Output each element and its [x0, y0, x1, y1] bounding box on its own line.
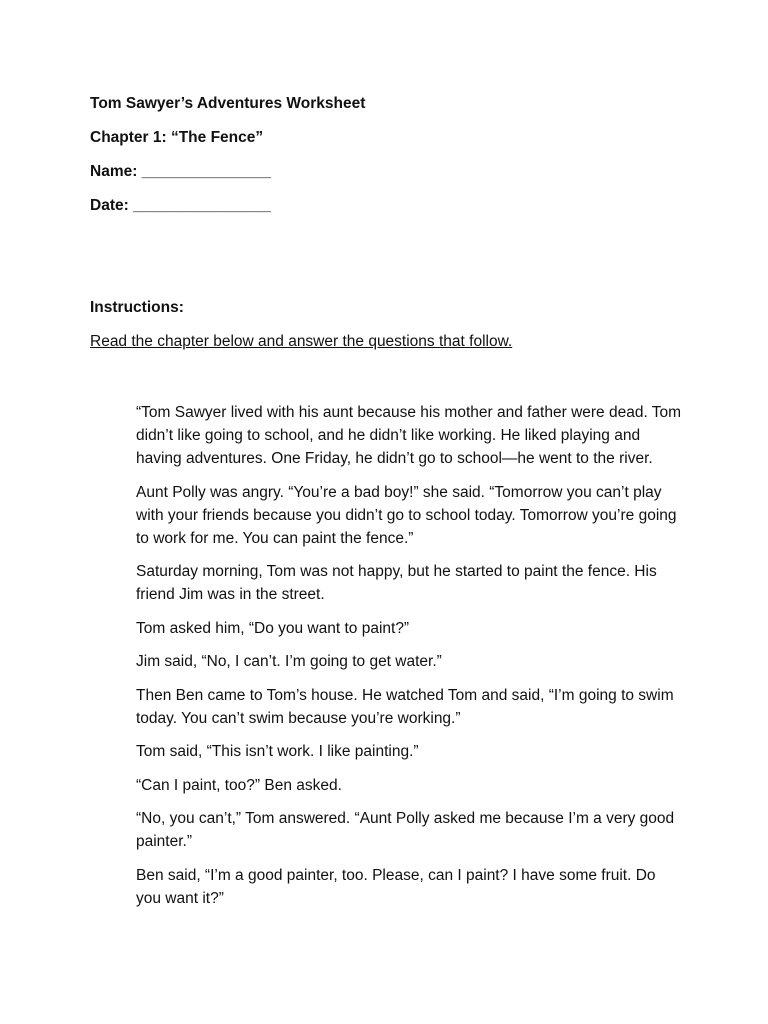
instructions-label: Instructions: — [90, 299, 184, 316]
story-paragraph: Aunt Polly was angry. “You’re a bad boy!” she said. “Tomorrow you can’t play with your friends because you didn’t go to school today. Tomorrow you’re going to work for me. You can paint the fence.” — [136, 483, 677, 547]
date-field: Date: ________________ — [90, 197, 271, 214]
story-paragraph: Saturday morning, Tom was not happy, but he started to paint the fence. His friend Jim was in the street. — [136, 563, 657, 603]
story-paragraph: Tom asked him, “Do you want to paint?” — [136, 619, 410, 637]
story-paragraph: “No, you can’t,” Tom answered. “Aunt Polly asked me because I’m a very good painter.” — [136, 810, 675, 850]
story-paragraph: “Can I paint, too?” Ben asked. — [136, 776, 342, 794]
instructions-text: Read the chapter below and answer the questions that follow. — [90, 333, 513, 350]
story-text — [136, 401, 684, 920]
story-paragraph: Then Ben came to Tom’s house. He watched Tom and said, “I’m going to swim today. You can’t swim because you’re working.” — [136, 686, 674, 727]
worksheet-title: Tom Sawyer’s Adventures Worksheet — [90, 95, 366, 112]
story-paragraph: Tom said, “This isn’t work. I like painting.” — [136, 743, 419, 760]
story-paragraph: “Tom Sawyer lived with his aunt because his mother and father were dead. Tom didn’t like going to school, and he didn’t like working. He liked playing and having adventures. One Friday, he didn’t go to school—he went to the river. — [136, 404, 682, 467]
chapter-heading: Chapter 1: “The Fence” — [90, 129, 264, 146]
story-paragraph: Jim said, “No, I can’t. I’m going to get water.” — [136, 653, 442, 670]
story-paragraph: Ben said, “I’m a good painter, too. Please, can I paint? I have some fruit. Do you want it?” — [136, 866, 656, 907]
name-field: Name: _______________ — [90, 163, 271, 180]
